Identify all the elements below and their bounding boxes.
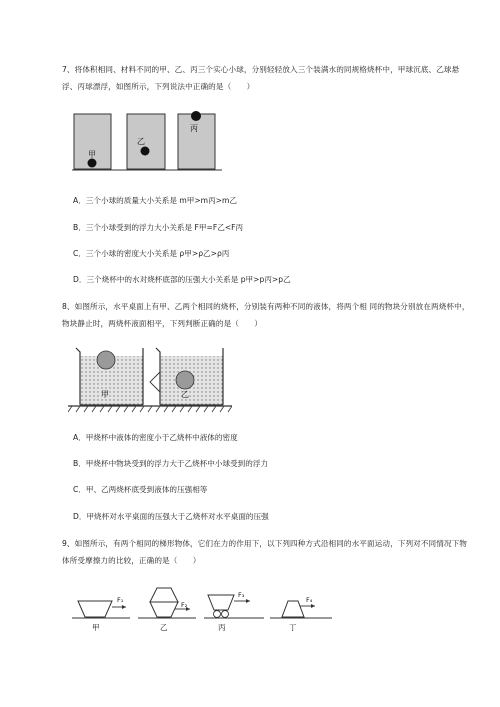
q7-stem: 7、将体积相同、材料不同的甲、乙、丙三个实心小球，分别轻轻放入三个装满水的同规格烧杯中，甲球沉底、乙球悬浮、丙球漂浮，如图所示，下列说法中正确的是（ ） [62, 65, 460, 91]
q8-figure [68, 342, 232, 414]
q9-trapezoid-yi-bottom [150, 602, 178, 617]
q9-figure [70, 582, 340, 646]
q7-label-yi: 乙 [137, 137, 145, 146]
q7-option-c[interactable]: C．三个小球的密度大小关系是 ρ甲>ρ乙>ρ丙 [73, 249, 230, 258]
q9-label-bing: 丙 [218, 623, 226, 632]
q9-label-ding: 丁 [289, 623, 297, 632]
q8-block-yi [176, 371, 194, 389]
q8-option-d[interactable]: D．甲烧杯对水平桌面的压强大于乙烧杯对水平桌面的压强 [73, 512, 269, 521]
q7-beaker-yi [127, 114, 165, 169]
q7-label-jia: 甲 [88, 150, 96, 159]
q9-stem: 9、如图所示，有两个相同的梯形物体，它们在力的作用下，以下列四种方式沿相同的水平面运动，下列对不同情况下物体所受摩擦力的比较，正确的是（ ） [62, 539, 467, 565]
q9-trapezoid-yi-top [150, 588, 178, 602]
q8-label-yi: 乙 [181, 390, 189, 399]
q9-roller-2 [222, 611, 229, 618]
q8-option-c[interactable]: C．甲、乙两烧杯底受到液体的压强相等 [73, 485, 208, 494]
q9-label-yi: 乙 [160, 623, 168, 632]
q7-ball-bing [191, 111, 201, 121]
q9-force-f3: F₃ [238, 591, 245, 599]
q8-label-jia: 甲 [101, 390, 109, 399]
q8-block-jia [97, 351, 115, 369]
q7-option-d[interactable]: D．三个烧杯中的水对烧杯底部的压强大小关系是 p甲>p丙>p乙 [73, 275, 291, 284]
q7-label-bing: 丙 [190, 124, 198, 133]
q8-option-a[interactable]: A．甲烧杯中液体的密度小于乙烧杯中液体的密度 [73, 433, 238, 442]
q9-trapezoid-jia [78, 601, 112, 617]
q9-roller-1 [214, 611, 221, 618]
q9-trapezoid-bing [208, 595, 234, 610]
q9-force-f1: F₁ [117, 596, 124, 604]
q9-force-f2: F₂ [181, 601, 188, 609]
q9-trapezoid-ding [282, 601, 304, 617]
q7-figure [72, 108, 222, 172]
q7-beaker-bing [178, 114, 215, 169]
q9-label-jia: 甲 [92, 623, 100, 632]
q7-ball-yi [141, 147, 150, 156]
q8-stem: 8、如图所示，水平桌面上有甲、乙两个相同的烧杯，分别装有两种不同的液体，将两个相 同的物块分别放在两烧杯中，物块静止时，两烧杯液面相平，下列判断正确的是（ ） [62, 302, 470, 328]
q7-ball-jia [88, 159, 97, 168]
q9-force-f4: F₄ [306, 596, 313, 604]
q8-option-b[interactable]: B．甲烧杯中物块受到的浮力大于乙烧杯中小球受到的浮力 [73, 459, 269, 468]
q7-option-b[interactable]: B．三个小球受到的浮力大小关系是 F甲=F乙<F丙 [73, 223, 244, 232]
q7-option-a[interactable]: A．三个小球的质量大小关系是 m甲>m丙>m乙 [73, 196, 238, 205]
